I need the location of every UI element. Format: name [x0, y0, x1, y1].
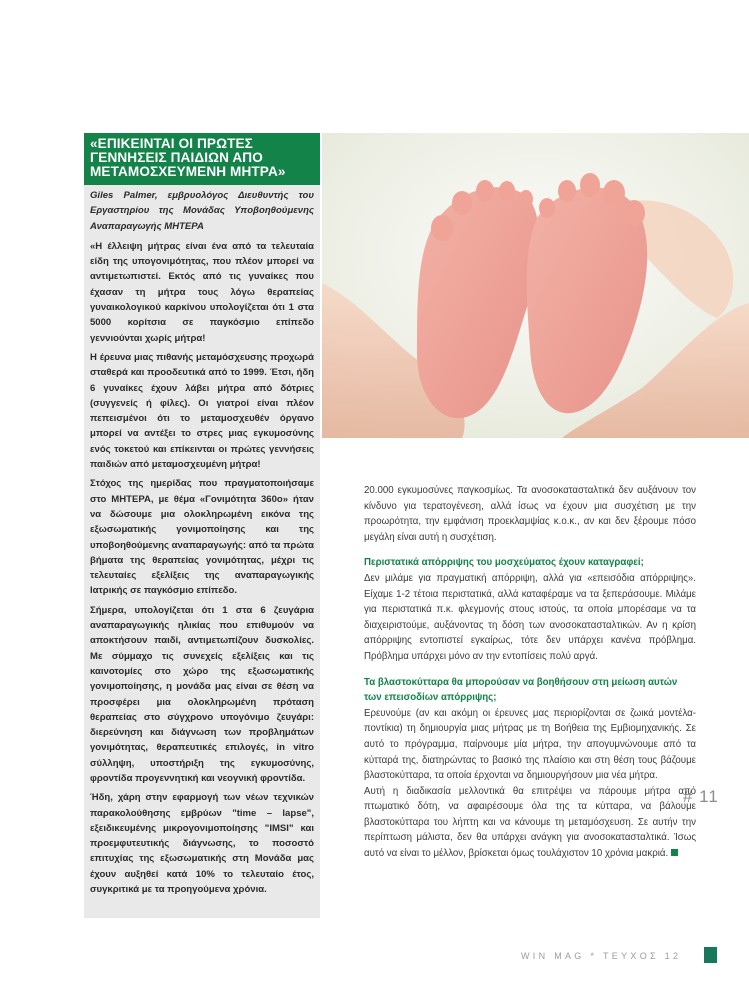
- baby-feet-illustration: [322, 133, 749, 438]
- article-paragraph-text: Αυτή η διαδικασία μελλοντικά θα επιτρέψει να πάρουμε μήτρα από πτωματικό δότη, να αφαιρέσουμε όλα της τα κύτταρα, να βάλουμε βλαστοκύτταρα του λήπτη και να κάνουμε τη μεταμόσχευση. Σε αυτήν την περίπτωση μάλιστα, δεν θα υπάρχει ανάγκη για ανοσοκατασταλτικά. Ίσως αυτό να είναι το μέλλον, βρίσκεται όμως τουλάχιστον 10 χρόνια μακριά.: [364, 785, 696, 860]
- footer-square-icon: [704, 947, 717, 963]
- page-number-mark: # 11: [683, 787, 719, 806]
- article-paragraph: Δεν μιλάμε για πραγματική απόρριψη, αλλά για «επεισόδια απόρριψης». Είχαμε 1-2 τέτοια περιστατικά, αλλά καταφέραμε να τα ξεπεράσουμε. Μιλάμε για περιστατικά π.κ. φλεγμονής στους ιστούς, τα οποία μπορέσαμε να τα διαχειριστούμε, αυξάνοντας τη δόση των ανοσοκατασταλτικών. Αν η κρίση απόρριψης εντοπιστεί εγκαίρως, τότε δεν υπάρχει κανένα πρόβλημα. Πρόβλημα υπάρχει μόνο αν την εντοπίσεις πολύ αργά.: [364, 572, 696, 662]
- article-paragraph: 20.000 εγκυμοσύνες παγκοσμίως. Τα ανοσοκατασταλτικά δεν αυξάνουν τον κίνδυνο για τερατογένεση, αλλά ίσως να έχουν μια συσχέτιση με την προωρότητα, την εμφάνιση προεκλαμψίας κ.ο.κ., αν και δεν ξέρουμε πόσο μεγάλη είναι αυτή η συσχέτιση.: [364, 485, 696, 543]
- sidebar-column: [84, 133, 320, 918]
- sidebar-body: [84, 185, 320, 897]
- sidebar-paragraph: Η έρευνα μιας πιθανής μεταμόσχευσης προχωρά σταθερά και προοδευτικά από το 1999. Έτσι, ήδη 6 γυναίκες έχουν λάβει μήτρα από δότριες (συγγενείς ή φίλες). Οι γιατροί είναι πλέον πεπεισμένοι ότι το μεταμοσχευθέν όργανο μπορεί να αντέξει το στρες μιας εγκυμοσύνης ενός τοκετού και επίκεινται οι πρώτες γεννήσεις παιδιών από μεταμοσχευμένη μήτρα!: [90, 351, 314, 471]
- article-paragraph: [364, 784, 696, 862]
- headline-line: ΓΕΝΝΗΣΕΙΣ ΠΑΙΔΙΩΝ ΑΠΟ: [90, 150, 263, 165]
- article-paragraph: Ερευνούμε (αν και ακόμη οι έρευνες μας περιορίζονται σε ζωικά μοντέλα- ποντίκια) τη δημιουργία μιας μήτρας με τη Βοήθεια της Εμβιομηχανικής. Σε αυτό το πρόγραμμα, παίρνουμε μία μήτρα, την απογυμνώνουμε από τα κύτταρά της, διατηρώντας το βασικό της πλαίσιο και στη θέση τους βάζουμε βλαστοκύτταρα, τα οποία έρχονται να δημιουργήσουν μια νέα μήτρα.: [364, 707, 696, 782]
- article-column: [364, 483, 696, 872]
- end-mark-icon: [671, 849, 678, 856]
- sidebar-paragraph: Ήδη, χάρη στην εφαρμογή των νέων τεχνικών παρακολούθησης εμβρύων "time – lapse", εξειδικευμένης μικρογονιμοποίησης "IMSI" και προεμφυτευτικής διάγνωσης, το ποσοστό επιτυχίας της εξωσωματικής στη Μονάδα μας έχουν αυξηθεί κατά 10% το τελευταίο έτος, συγκριτικά με τα προηγούμενα χρόνια.: [90, 792, 314, 896]
- sidebar-paragraph: Σήμερα, υπολογίζεται ότι 1 στα 6 ζευγάρια αναπαραγωγικής ηλικίας που επιθυμούν να αποκτήσουν παιδί, αντιμετωπίζουν δυσκολίες. Με σύμμαχο τις συνεχείς εξελίξεις και τις καινοτομίες στο χώρο της εξωσωματικής γονιμοποίησης, η μονάδα μας είναι σε θέση να προσφέρει μια ολοκληρωμένη πρόταση θεραπείας στο σύγχρονο υπογόνιμο ζευγάρι: διερεύνηση και διάγνωση των προβλημάτων γονιμότητας, θεραπευτικές επιλογές, in vitro σύλληψη, υποστήριξη της εγκυμοσύνης, φροντίδα προγεννητική και νεογνική φροντίδα.: [90, 604, 314, 784]
- byline: Giles Palmer, εμβρυολόγος Διευθυντής του Εργαστηρίου της Μονάδας Υποβοηθούμενης Αναπαραγωγής ΜΗΤΕΡΑ: [90, 190, 314, 232]
- baby-feet-photo: [322, 133, 749, 438]
- headline-line: ΜΕΤΑΜΟΣΧΕΥΜΕΝΗ ΜΗΤΡΑ»: [90, 164, 286, 179]
- sidebar-paragraph: Στόχος της ημερίδας που πραγματοποιήσαμε στο ΜΗΤΕΡΑ, με θέμα «Γονιμότητα 360ο» ήταν να δώσουμε μια ολοκληρωμένη εικόνα της εξωσωματικής γονιμοποίησης και της υποβοηθούμενης αναπαραγωγής: από τα πρώτα βήματα της θεραπείας γονιμότητας, μέχρι τις τελευταίες εξελίξεις της αναπαραγωγικής Ιατρικής σε παγκόσμιο επίπεδο.: [90, 478, 314, 597]
- headline: [84, 133, 320, 185]
- sidebar-paragraph: «Η έλλειψη μήτρας είναι ένα από τα τελευταία είδη της υπογονιμότητας, που πλέον μπορεί να αντιμετωπιστεί. Εκτός από τις γυναίκες που έχασαν τη μήτρα τους λόγω θεραπείας γυναικολογικού καρκίνου υπολογίζεται ότι 1 στα 5000 κορίτσια σε παγκόσμιο επίπεδο γεννιούνται χωρίς μήτρα!: [90, 240, 314, 344]
- question-heading: Τα βλαστοκύτταρα θα μπορούσαν να βοηθήσουν στη μείωση αυτών των επεισοδίων απόρριψης;: [364, 676, 678, 704]
- footer-label: WIN MAG * ΤΕΥΧΟΣ 12: [521, 951, 682, 961]
- question-heading: Περιστατικά απόρριψης του μοσχεύματος έχουν καταγραφεί;: [364, 557, 644, 569]
- headline-line: «ΕΠΙΚΕΙΝΤΑΙ ΟΙ ΠΡΩΤΕΣ: [90, 136, 253, 151]
